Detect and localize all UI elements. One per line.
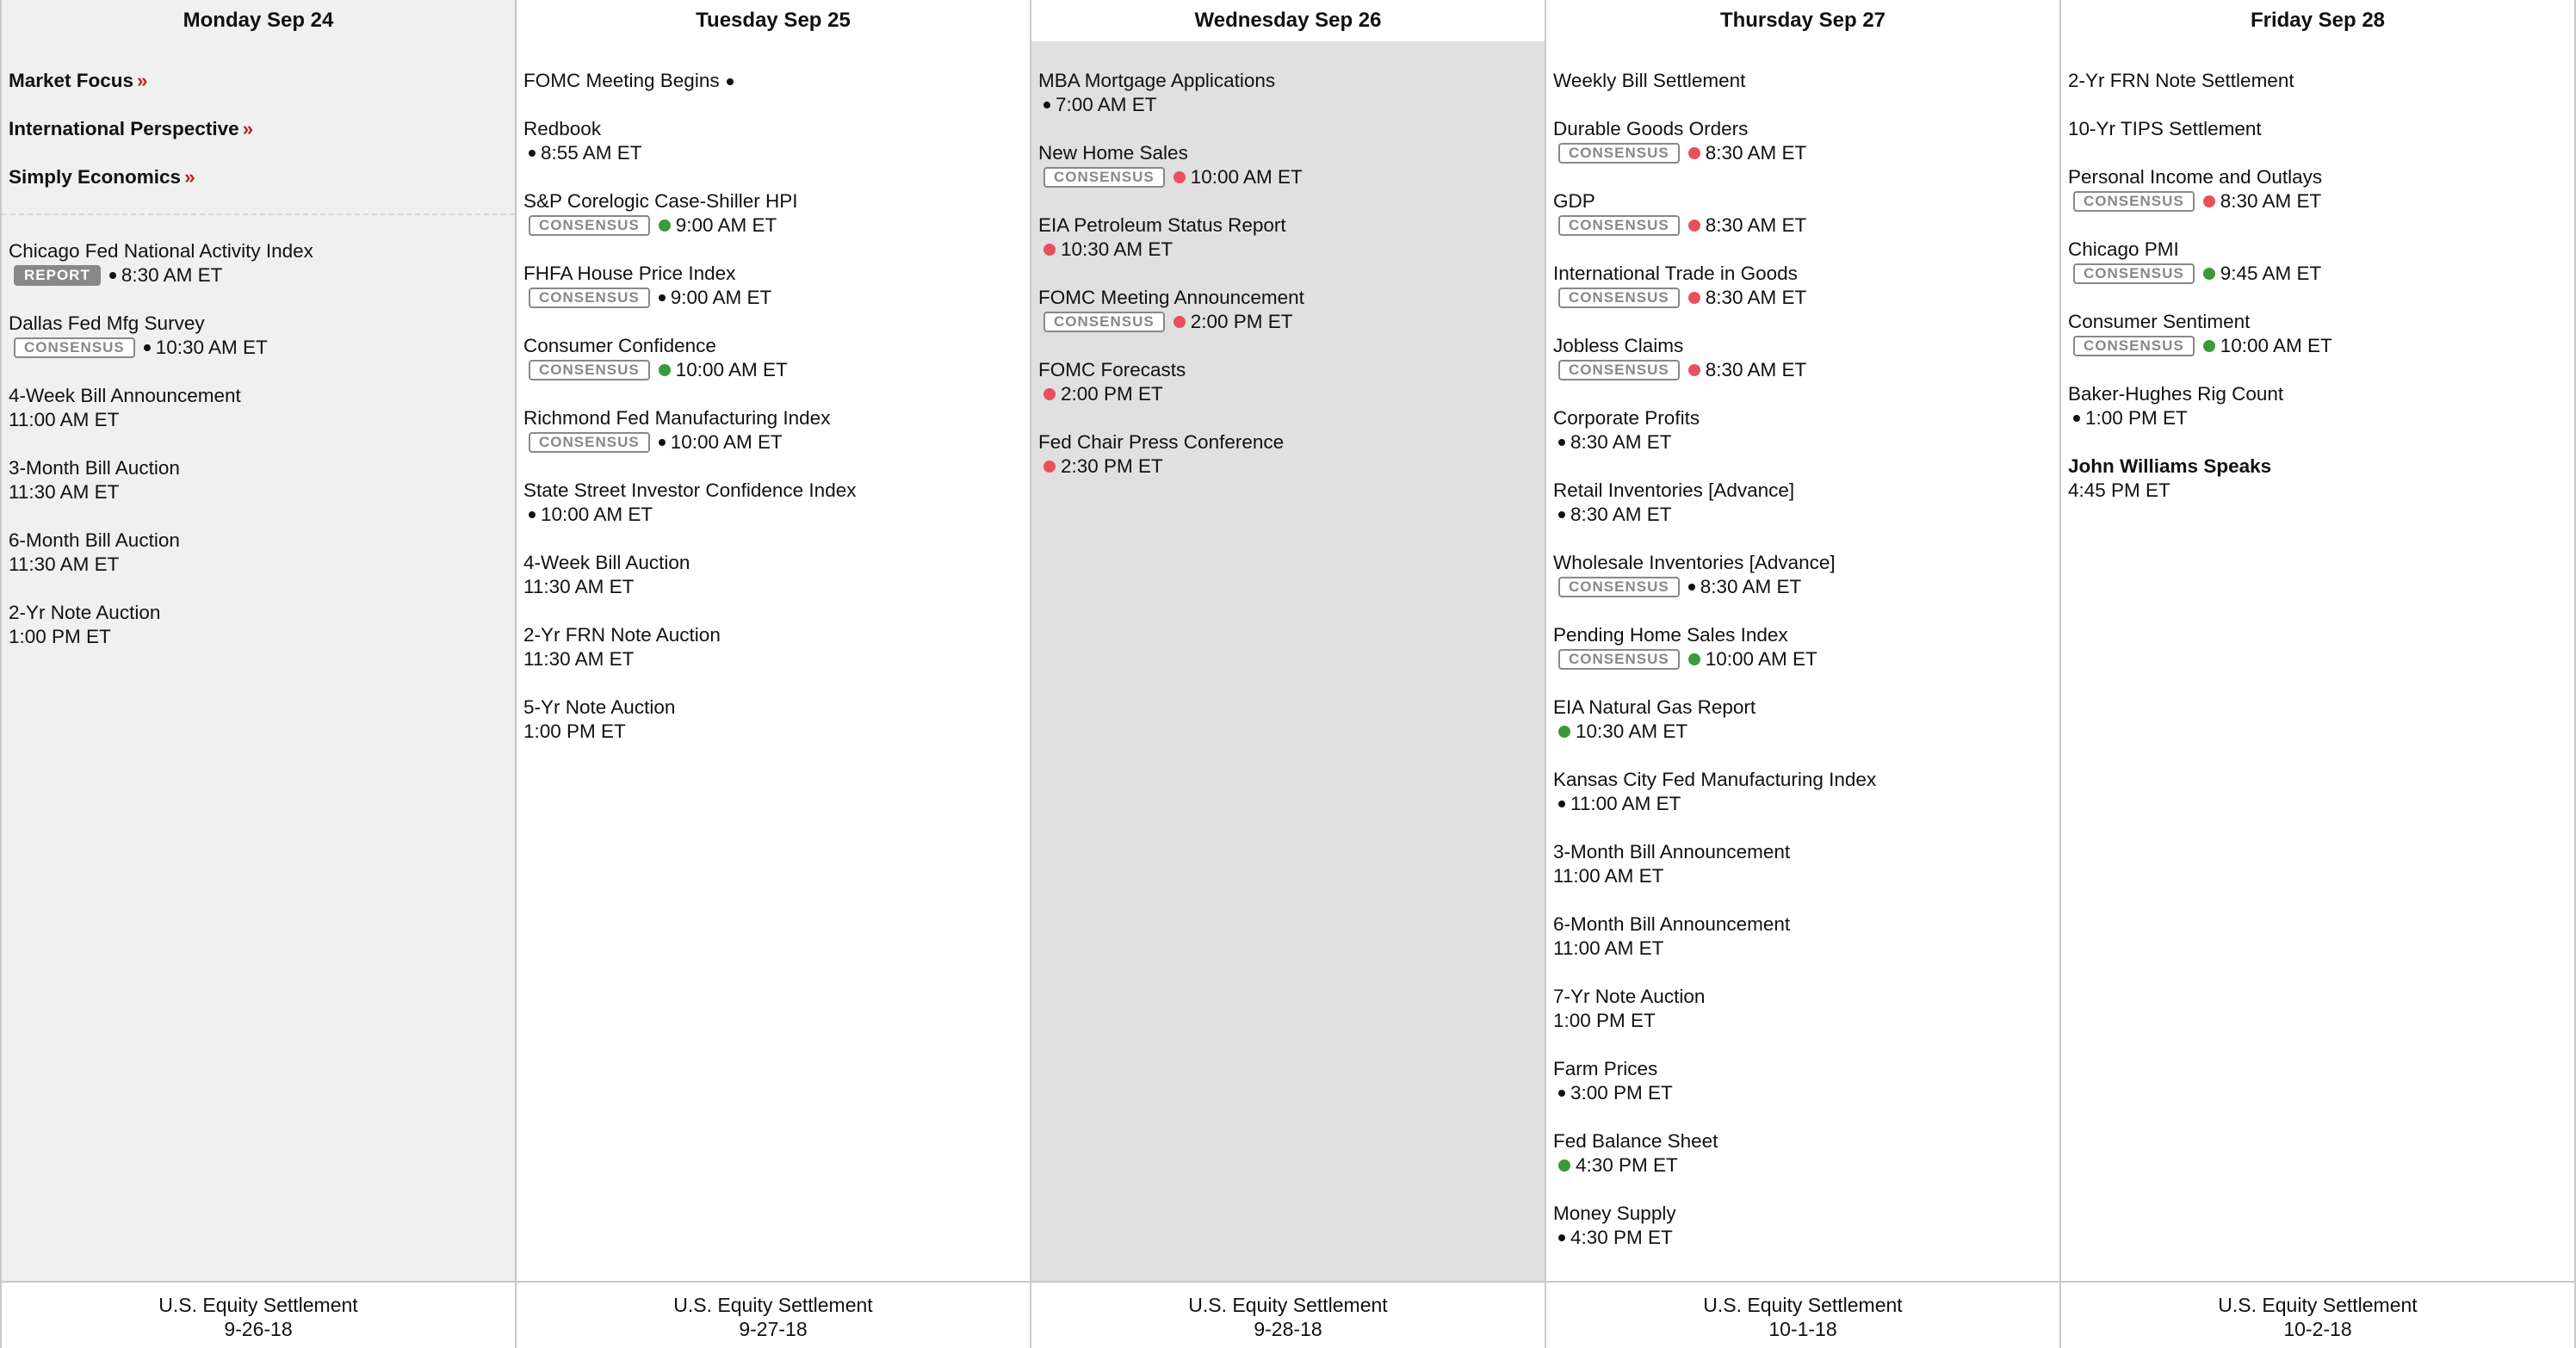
event-detail-row (1038, 93, 1545, 117)
event-detail-row (9, 480, 515, 504)
status-dot-icon (1043, 102, 1050, 108)
event-title[interactable]: EIA Petroleum Status Report (1038, 214, 1286, 236)
equity-settlement-footer (2, 1281, 515, 1348)
event-list (2068, 69, 2574, 503)
event-time: 11:30 AM ET (9, 481, 120, 503)
settlement-date: 10-2-18 (2283, 1318, 2352, 1340)
event-title[interactable]: Kansas City Fed Manufacturing Index (1553, 769, 1877, 790)
settlement-label: U.S. Equity Settlement (158, 1294, 358, 1316)
status-dot-icon (1558, 1159, 1570, 1172)
day-header: Wednesday Sep 26 (1031, 0, 1545, 41)
chevron-right-icon: » (242, 118, 254, 139)
settlement-date: 9-26-18 (224, 1318, 293, 1340)
status-dot-icon (2203, 195, 2215, 207)
event-title[interactable]: Redbook (523, 118, 602, 139)
event-time: 2:00 PM ET (1061, 383, 1163, 405)
event-time: 8:30 AM ET (121, 264, 223, 286)
consensus-badge[interactable]: CONSENSUS (2073, 336, 2195, 356)
day-body (1031, 41, 1545, 1281)
event-title[interactable]: Wholesale Inventories [Advance] (1553, 552, 1836, 573)
status-dot-icon (1043, 244, 1056, 256)
consensus-badge[interactable]: CONSENSUS (529, 360, 650, 380)
event-time: 11:00 AM ET (1570, 793, 1681, 814)
event-title[interactable]: 2-Yr FRN Note Settlement (2068, 70, 2294, 91)
event-title[interactable]: Consumer Sentiment (2068, 311, 2251, 332)
settlement-label: U.S. Equity Settlement (673, 1294, 873, 1316)
status-dot-icon (659, 439, 666, 446)
event-item[interactable] (1553, 69, 2059, 93)
event-title[interactable]: GDP (1553, 190, 1595, 212)
event-time: 8:30 AM ET (1705, 142, 1807, 164)
event-title[interactable]: International Trade in Goods (1553, 263, 1798, 284)
event-item[interactable] (9, 384, 515, 432)
event-detail-row (523, 141, 1030, 165)
event-title[interactable]: FHFA House Price Index (523, 263, 736, 284)
event-detail-row (523, 647, 1030, 671)
event-item[interactable] (9, 529, 515, 577)
day-body (1546, 41, 2059, 1281)
event-title[interactable]: Money Supply (1553, 1203, 1676, 1224)
event-time: 11:30 AM ET (9, 553, 120, 575)
event-time: 4:30 PM ET (1570, 1227, 1673, 1248)
event-item[interactable] (1038, 141, 1545, 189)
event-detail-row (1553, 141, 2059, 165)
event-detail-row (1553, 575, 2059, 599)
event-item[interactable] (1553, 840, 2059, 888)
event-time: 11:30 AM ET (523, 576, 635, 597)
status-dot-icon (659, 294, 666, 301)
event-title[interactable]: New Home Sales (1038, 142, 1188, 164)
event-time: 1:00 PM ET (2085, 407, 2188, 429)
status-dot-icon (2203, 268, 2215, 280)
event-item[interactable] (1553, 623, 2059, 671)
event-time: 8:30 AM ET (1570, 504, 1672, 525)
event-item[interactable] (523, 117, 1030, 165)
event-title[interactable]: MBA Mortgage Applications (1038, 70, 1276, 91)
event-item[interactable] (1553, 912, 2059, 961)
event-title[interactable]: Jobless Claims (1553, 335, 1684, 356)
event-detail-row (2068, 406, 2574, 430)
status-dot-icon (1688, 292, 1700, 304)
event-time: 10:00 AM ET (2220, 335, 2332, 356)
event-time: 8:55 AM ET (541, 142, 642, 164)
event-time: 10:00 AM ET (1190, 166, 1303, 188)
event-item[interactable] (1553, 696, 2059, 744)
event-item[interactable] (1553, 189, 2059, 238)
status-dot-icon (1688, 364, 1700, 376)
event-title[interactable]: Pending Home Sales Index (1553, 624, 1788, 646)
status-dot-icon (109, 272, 116, 279)
event-time: 1:00 PM ET (9, 626, 111, 647)
status-dot-icon (2073, 415, 2080, 422)
event-list (1553, 69, 2059, 1250)
event-title[interactable]: Durable Goods Orders (1553, 118, 1749, 139)
event-item[interactable] (523, 551, 1030, 599)
event-item[interactable] (1038, 286, 1545, 334)
status-dot-icon (1558, 1234, 1565, 1241)
event-detail-row (2068, 479, 2574, 503)
settlement-date: 9-27-18 (739, 1318, 808, 1340)
event-detail-row (1553, 358, 2059, 382)
consensus-badge[interactable]: CONSENSUS (1558, 215, 1680, 236)
day-header: Monday Sep 24 (2, 0, 515, 41)
event-item[interactable] (523, 262, 1030, 310)
event-time: 8:30 AM ET (1570, 431, 1672, 453)
event-item[interactable] (1038, 213, 1545, 262)
status-dot-icon (2203, 340, 2215, 352)
event-detail-row (523, 286, 1030, 310)
status-dot-icon (1558, 511, 1565, 518)
event-title[interactable]: Consumer Confidence (523, 335, 716, 356)
market-focus-link[interactable]: Market Focus » (9, 70, 148, 91)
consensus-badge[interactable]: CONSENSUS (2073, 191, 2195, 212)
event-list (523, 69, 1030, 744)
divider (2, 213, 515, 215)
status-dot-icon (1043, 388, 1056, 400)
event-item[interactable] (1553, 1202, 2059, 1250)
event-title[interactable]: FOMC Meeting Begins (523, 70, 720, 91)
event-title[interactable]: 5-Yr Note Auction (523, 696, 676, 718)
event-title[interactable]: Farm Prices (1553, 1058, 1658, 1079)
day-body (517, 41, 1030, 1281)
event-time: 2:00 PM ET (1190, 311, 1293, 332)
event-time: 4:45 PM ET (2068, 479, 2170, 501)
event-time: 3:00 PM ET (1570, 1082, 1673, 1104)
consensus-badge[interactable]: CONSENSUS (1558, 143, 1680, 164)
event-time: 10:30 AM ET (1576, 720, 1688, 742)
event-detail-row (2068, 334, 2574, 358)
event-title[interactable]: Baker-Hughes Rig Count (2068, 383, 2284, 405)
report-badge[interactable]: REPORT (14, 265, 101, 286)
event-detail-row (9, 553, 515, 577)
event-title[interactable]: 4-Week Bill Announcement (9, 385, 241, 406)
status-dot-icon (1043, 461, 1056, 473)
event-detail-row (523, 575, 1030, 599)
event-item[interactable] (2068, 310, 2574, 358)
status-dot-icon (1173, 171, 1186, 183)
equity-settlement-footer (1546, 1281, 2059, 1348)
event-item[interactable] (2068, 69, 2574, 93)
event-title[interactable]: Corporate Profits (1553, 407, 1700, 429)
event-item[interactable] (523, 696, 1030, 744)
event-time: 9:00 AM ET (675, 214, 777, 236)
event-title[interactable]: Chicago Fed National Activity Index (9, 240, 313, 262)
event-time: 1:00 PM ET (523, 720, 626, 742)
settlement-label: U.S. Equity Settlement (2218, 1294, 2418, 1316)
event-item[interactable] (1553, 334, 2059, 382)
consensus-badge[interactable]: CONSENSUS (1558, 577, 1680, 597)
event-detail-row (1553, 1009, 2059, 1033)
event-detail-row (523, 358, 1030, 382)
event-item[interactable] (1553, 768, 2059, 816)
status-dot-icon (1688, 147, 1700, 159)
event-title[interactable]: 3-Month Bill Announcement (1553, 841, 1791, 863)
event-item[interactable] (9, 239, 515, 288)
status-dot-icon (659, 220, 671, 232)
event-detail-row (2068, 189, 2574, 213)
event-detail-row (523, 503, 1030, 527)
day-header: Thursday Sep 27 (1546, 0, 2059, 41)
consensus-badge[interactable]: CONSENSUS (1558, 288, 1680, 308)
status-dot-icon (1688, 653, 1700, 665)
event-title[interactable]: 6-Month Bill Auction (9, 529, 180, 551)
event-detail-row (9, 625, 515, 649)
day-header: Friday Sep 28 (2061, 0, 2574, 41)
event-time: 8:30 AM ET (1705, 214, 1807, 236)
event-title[interactable]: John Williams Speaks (2068, 455, 2272, 477)
event-detail-row (1553, 503, 2059, 527)
consensus-badge[interactable]: CONSENSUS (1558, 360, 1680, 380)
event-time: 11:30 AM ET (523, 648, 635, 670)
event-title[interactable]: 7-Yr Note Auction (1553, 986, 1706, 1007)
day-column-thursday (1545, 0, 2059, 1348)
event-item[interactable] (2068, 238, 2574, 286)
chevron-right-icon: » (184, 166, 195, 188)
consensus-badge[interactable]: CONSENSUS (1043, 167, 1165, 188)
event-item[interactable] (9, 456, 515, 504)
day-header: Tuesday Sep 25 (517, 0, 1030, 41)
status-dot-icon (1173, 316, 1186, 328)
status-dot-icon (1558, 439, 1565, 446)
event-time: 10:00 AM ET (541, 504, 653, 525)
status-dot-icon (1688, 220, 1700, 232)
event-detail-row (1038, 382, 1545, 406)
event-item[interactable] (1553, 117, 2059, 165)
event-detail-row (1038, 310, 1545, 334)
event-list (1038, 69, 1545, 479)
event-detail-row (1553, 647, 2059, 671)
event-title[interactable]: FOMC Forecasts (1038, 359, 1186, 380)
event-detail-row (2068, 262, 2574, 286)
status-dot-icon (529, 150, 536, 157)
event-detail-row (1553, 430, 2059, 454)
consensus-badge[interactable]: CONSENSUS (1043, 312, 1165, 332)
event-title[interactable]: Fed Balance Sheet (1553, 1130, 1718, 1152)
day-column-friday (2059, 0, 2576, 1348)
event-time: 10:00 AM ET (675, 359, 788, 380)
event-detail-row (9, 263, 515, 288)
equity-settlement-footer (517, 1281, 1030, 1348)
event-time: 8:30 AM ET (1700, 576, 1802, 597)
event-detail-row (1038, 165, 1545, 189)
event-title[interactable]: Chicago PMI (2068, 238, 2179, 260)
event-item[interactable] (523, 623, 1030, 671)
event-detail-row (9, 336, 515, 360)
event-detail-row (1553, 864, 2059, 888)
event-item[interactable] (2068, 117, 2574, 141)
event-time: 8:30 AM ET (1705, 359, 1807, 380)
consensus-badge[interactable]: CONSENSUS (529, 215, 650, 236)
event-item[interactable] (1038, 430, 1545, 479)
event-item[interactable] (9, 312, 515, 360)
event-title[interactable]: 2-Yr FRN Note Auction (523, 624, 721, 646)
event-item[interactable] (1038, 358, 1545, 406)
event-time: 11:00 AM ET (1553, 937, 1664, 959)
day-column-wednesday (1030, 0, 1545, 1348)
event-time: 7:00 AM ET (1056, 94, 1157, 115)
event-item[interactable] (2068, 454, 2574, 503)
event-title[interactable]: Personal Income and Outlays (2068, 166, 2323, 188)
day-body (2061, 41, 2574, 1281)
international-perspective-link[interactable]: International Perspective » (9, 118, 254, 139)
event-title[interactable]: S&P Corelogic Case-Shiller HPI (523, 190, 798, 212)
event-detail-row (1038, 454, 1545, 479)
status-dot-icon (727, 78, 734, 85)
event-title[interactable]: Fed Chair Press Conference (1038, 431, 1285, 453)
status-dot-icon (1558, 1090, 1565, 1097)
event-item[interactable] (2068, 165, 2574, 213)
status-dot-icon (144, 344, 151, 351)
event-item[interactable] (1553, 262, 2059, 310)
status-dot-icon (529, 511, 536, 518)
event-item[interactable] (523, 334, 1030, 382)
event-item[interactable] (1038, 69, 1545, 117)
event-item[interactable] (2068, 382, 2574, 430)
event-detail-row (1553, 937, 2059, 961)
event-detail-row (1038, 238, 1545, 262)
settlement-label: U.S. Equity Settlement (1188, 1294, 1388, 1316)
event-item[interactable] (1553, 985, 2059, 1033)
status-dot-icon (659, 364, 671, 376)
event-time: 10:30 AM ET (1061, 238, 1173, 260)
event-detail-row (1553, 792, 2059, 816)
consensus-badge[interactable]: CONSENSUS (529, 432, 650, 453)
event-detail-row (1553, 1081, 2059, 1105)
day-body (2, 41, 515, 1281)
settlement-date: 10-1-18 (1768, 1318, 1837, 1340)
consensus-badge[interactable]: CONSENSUS (1558, 649, 1680, 670)
event-detail-row (1553, 720, 2059, 744)
status-dot-icon (1688, 584, 1695, 591)
event-list (9, 239, 515, 649)
event-time: 10:30 AM ET (155, 337, 268, 358)
simply-economics-link[interactable]: Simply Economics » (9, 166, 195, 188)
event-detail-row (523, 213, 1030, 238)
event-title[interactable]: State Street Investor Confidence Index (523, 479, 857, 501)
event-item[interactable] (523, 189, 1030, 238)
event-detail-row (523, 430, 1030, 454)
consensus-badge[interactable]: CONSENSUS (2073, 263, 2195, 284)
event-title[interactable]: 6-Month Bill Announcement (1553, 913, 1791, 935)
event-time: 11:00 AM ET (1553, 865, 1664, 887)
event-time: 9:45 AM ET (2220, 263, 2322, 284)
event-title[interactable]: Richmond Fed Manufacturing Index (523, 407, 831, 429)
event-detail-row (1553, 1226, 2059, 1250)
status-dot-icon (1558, 726, 1570, 738)
event-item[interactable] (1553, 1129, 2059, 1178)
event-time: 1:00 PM ET (1553, 1010, 1656, 1031)
event-title[interactable]: Dallas Fed Mfg Survey (9, 312, 205, 334)
event-detail-row (9, 408, 515, 432)
settlement-label: U.S. Equity Settlement (1703, 1294, 1903, 1316)
event-item[interactable] (523, 69, 1030, 93)
event-item[interactable] (523, 406, 1030, 454)
event-time: 10:00 AM ET (1705, 648, 1817, 670)
event-item[interactable] (9, 601, 515, 649)
event-item[interactable] (1553, 1057, 2059, 1105)
event-detail-row (523, 720, 1030, 744)
event-title[interactable]: EIA Natural Gas Report (1553, 696, 1756, 718)
event-item[interactable] (1553, 406, 2059, 454)
event-item[interactable] (1553, 551, 2059, 599)
event-time: 4:30 PM ET (1576, 1154, 1678, 1176)
event-time: 9:00 AM ET (670, 287, 772, 308)
event-title[interactable]: 10-Yr TIPS Settlement (2068, 118, 2262, 139)
equity-settlement-footer (2061, 1281, 2574, 1348)
event-detail-row (1553, 286, 2059, 310)
chevron-right-icon: » (137, 70, 148, 91)
event-item[interactable] (523, 479, 1030, 527)
day-column-monday (0, 0, 515, 1348)
day-column-tuesday (515, 0, 1030, 1348)
consensus-badge[interactable]: CONSENSUS (14, 337, 135, 358)
event-detail-row (1553, 213, 2059, 238)
event-title[interactable]: 3-Month Bill Auction (9, 457, 180, 479)
equity-settlement-footer (1031, 1281, 1545, 1348)
event-item[interactable] (1553, 479, 2059, 527)
event-time: 8:30 AM ET (1705, 287, 1807, 308)
event-detail-row (1553, 1153, 2059, 1178)
event-title[interactable]: 2-Yr Note Auction (9, 602, 161, 623)
event-title[interactable]: Retail Inventories [Advance] (1553, 479, 1795, 501)
event-title[interactable]: FOMC Meeting Announcement (1038, 287, 1304, 308)
event-title[interactable]: 4-Week Bill Auction (523, 552, 690, 573)
event-title[interactable]: Weekly Bill Settlement (1553, 70, 1746, 91)
status-dot-icon (1558, 801, 1565, 807)
event-time: 2:30 PM ET (1061, 455, 1163, 477)
event-time: 11:00 AM ET (9, 409, 120, 430)
event-time: 10:00 AM ET (670, 431, 783, 453)
settlement-date: 9-28-18 (1254, 1318, 1322, 1340)
event-time: 8:30 AM ET (2220, 190, 2322, 212)
consensus-badge[interactable]: CONSENSUS (529, 288, 650, 308)
